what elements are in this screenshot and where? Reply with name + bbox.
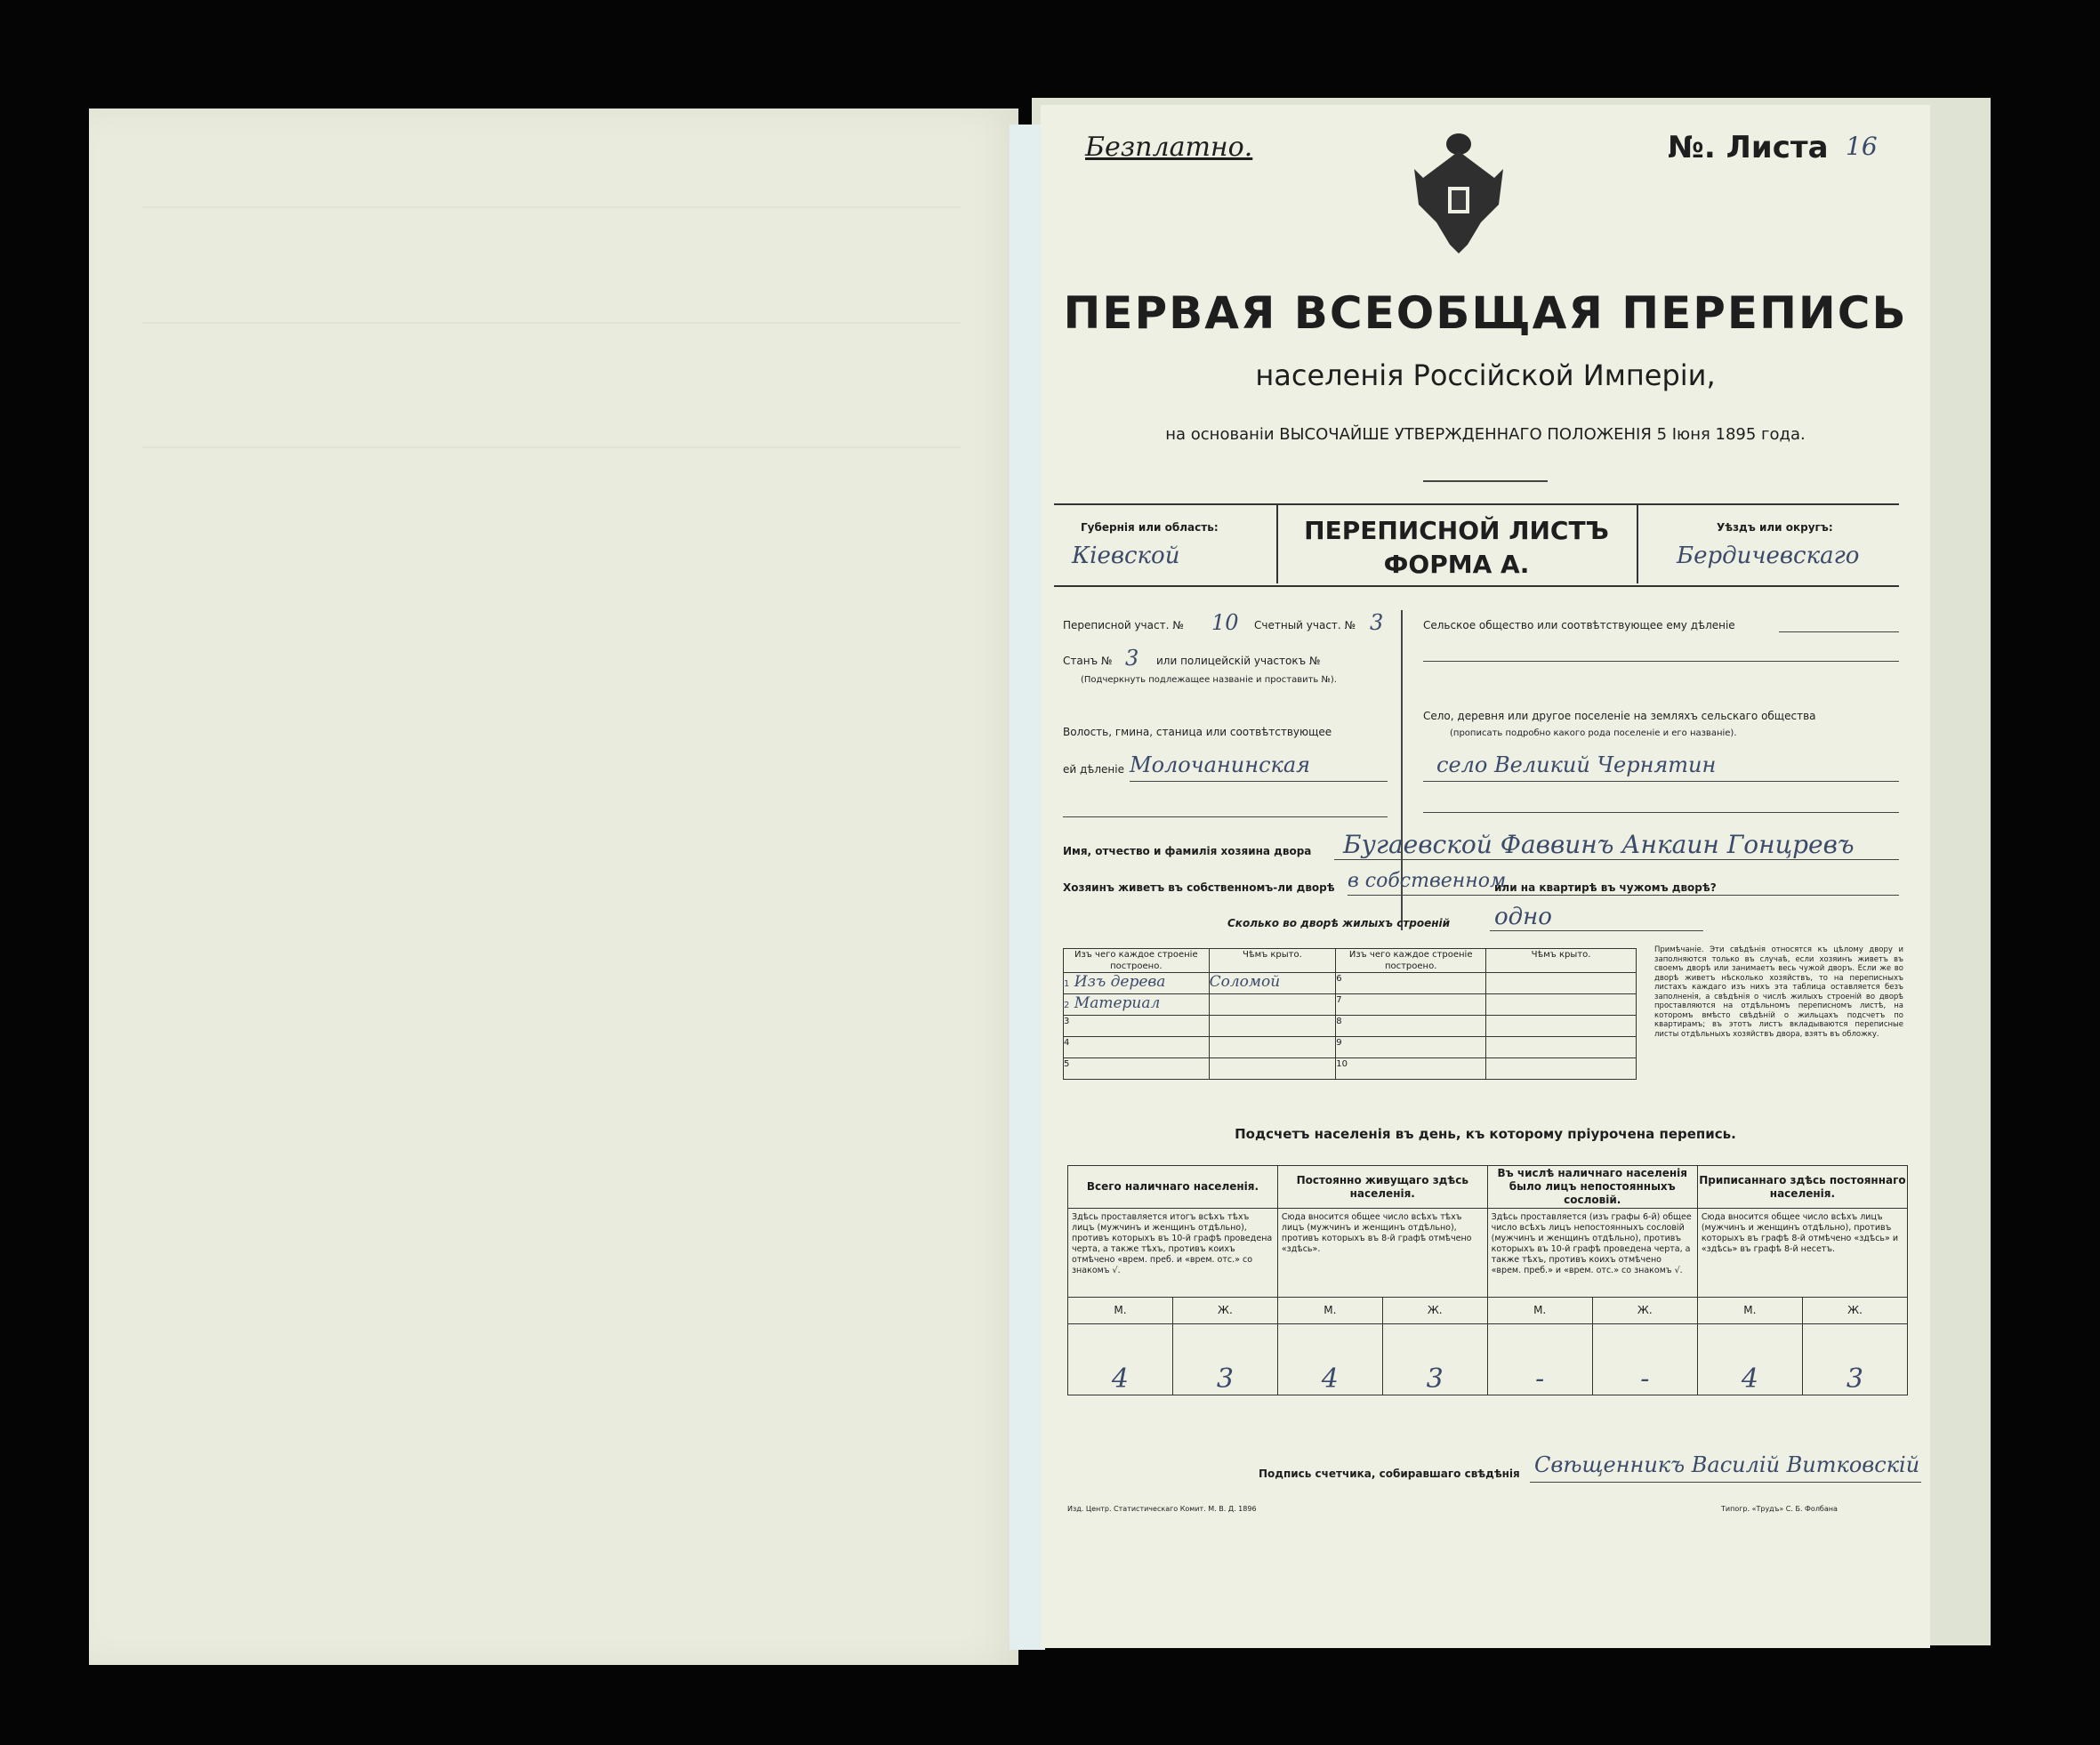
group-header: Постоянно живущаго здѣсь населенія. bbox=[1277, 1166, 1487, 1209]
female-column-label: Ж. bbox=[1592, 1298, 1697, 1324]
row-number: 10 bbox=[1336, 1058, 1486, 1080]
group-description: Сюда вносится общее число всѣхъ лицъ (мужчинъ и женщинъ отдѣльно), противъ которыхъ въ графѣ 8-й отмѣчено «здѣсь» и «здѣсь» въ графѣ 8-й несетъ. bbox=[1697, 1209, 1907, 1298]
sheet-title: ПЕРЕПИСНОЙ ЛИСТЪ bbox=[1304, 516, 1609, 545]
group-header: Въ числѣ наличнаго населенія было лицъ непостоянныхъ сословій. bbox=[1487, 1166, 1697, 1209]
underline bbox=[1423, 781, 1899, 782]
col-header-what: Изъ чего каждое строеніе построено. bbox=[1336, 949, 1486, 973]
stan-note: (Подчеркнуть подлежащее названіе и проставить №). bbox=[1081, 675, 1337, 685]
female-column-label: Ж. bbox=[1802, 1298, 1907, 1324]
building-material: Материал bbox=[1074, 994, 1161, 1012]
table-row bbox=[1068, 1324, 1908, 1395]
table-row bbox=[1064, 994, 1637, 1016]
owner-label: Имя, отчество и фамилія хозяина двора bbox=[1063, 845, 1312, 857]
sheet-number-value: 16 bbox=[1846, 132, 1878, 161]
table-row bbox=[1064, 973, 1637, 994]
form-label: ФОРМА А. bbox=[1383, 550, 1530, 579]
police-label: или полицейскій участокъ № bbox=[1156, 655, 1321, 667]
signature-value: Свѣщенникъ Василій Витковскій bbox=[1534, 1452, 1920, 1477]
society-label: Сельское общество или соотвѣтствующее ему дѣленіе bbox=[1423, 619, 1735, 631]
male-count: 4 bbox=[1277, 1324, 1382, 1395]
underline bbox=[1063, 816, 1388, 817]
col-header-roof: Чѣмъ крыто. bbox=[1209, 949, 1336, 973]
building-roof bbox=[1209, 994, 1336, 1016]
male-column-label: М. bbox=[1697, 1298, 1802, 1324]
group-description: Сюда вносится общее число всѣхъ тѣхъ лицъ (мужчинъ и женщинъ отдѣльно), противъ которыхъ въ 8-й графѣ отмѣчено «здѣсь». bbox=[1277, 1209, 1487, 1298]
table-row bbox=[1064, 1037, 1637, 1058]
province-value: Кіевской bbox=[1072, 543, 1180, 569]
imperial-eagle-icon bbox=[1396, 125, 1521, 258]
row-number: 7 bbox=[1336, 994, 1486, 1016]
bleed-through-line bbox=[142, 322, 961, 324]
group-header: Приписаннаго здѣсь постояннаго населенія. bbox=[1697, 1166, 1907, 1209]
building-roof: Соломой bbox=[1209, 973, 1336, 994]
male-column-label: М. bbox=[1277, 1298, 1382, 1324]
underline bbox=[1348, 895, 1899, 896]
buildings-note: Примѣчаніе. Эти свѣдѣнія относятся къ цѣлому двору и заполняются только въ случаѣ, если хозяинъ живетъ въ своемъ дворѣ или занимаетъ весь чужой дворъ. Если же во дворѣ живетъ нѣсколько хозяйствъ, то на переписныхъ листахъ каждаго изъ нихъ эта таблица оставляется безъ заполненія, а свѣдѣнія о числѣ жилыхъ строеній во дворѣ проставляются на отдѣльномъ переписномъ листѣ, на которомъ вмѣсто свѣдѣній о жильцахъ подсчетъ пo квартирамъ; въ этотъ листъ вкладываются переписные листы отдѣльныхъ хозяйствъ двора, взятъ въ обложку. bbox=[1654, 945, 1903, 1039]
col-header-what: Изъ чего каждое строеніе построено. bbox=[1064, 949, 1210, 973]
sheet-number-label: №. Листа bbox=[1668, 130, 1829, 165]
underline bbox=[1423, 661, 1899, 662]
census-area-value: 10 bbox=[1211, 610, 1239, 635]
lives-value: в собственном bbox=[1348, 870, 1507, 892]
footer-right: Типогр. «Трудъ» С. Б. Фолбана bbox=[1721, 1505, 1838, 1513]
row-number: 4 bbox=[1064, 1037, 1210, 1058]
col-header-roof: Чѣмъ крыто. bbox=[1486, 949, 1637, 973]
female-count: 3 bbox=[1382, 1324, 1487, 1395]
census-form-page bbox=[1041, 105, 1930, 1648]
signature-label: Подпись счетчика, собиравшаго свѣдѣнія bbox=[1259, 1468, 1520, 1480]
district-value: Бердичевскаго bbox=[1677, 543, 1860, 569]
row-number: 3 bbox=[1064, 1016, 1210, 1037]
district-label: Уѣздъ или округъ: bbox=[1717, 521, 1833, 534]
underline bbox=[1334, 859, 1899, 860]
village-value: село Великий Чернятин bbox=[1436, 752, 1717, 777]
buildings-value: одно bbox=[1494, 904, 1552, 930]
census-area-label: Переписной участ. № bbox=[1063, 619, 1184, 631]
male-column-label: М. bbox=[1487, 1298, 1592, 1324]
female-column-label: Ж. bbox=[1172, 1298, 1277, 1324]
main-title: ПЕРВАЯ ВСЕОБЩАЯ ПЕРЕПИСЬ bbox=[1063, 287, 1908, 339]
counting-area-label: Счетный участ. № bbox=[1254, 619, 1356, 631]
male-count: 4 bbox=[1068, 1324, 1173, 1395]
row-number: 9 bbox=[1336, 1037, 1486, 1058]
village-label: Село, деревня или другое поселеніе на земляхъ сельскаго общества bbox=[1423, 710, 1816, 722]
underline bbox=[1530, 1482, 1921, 1483]
underline bbox=[1130, 781, 1388, 782]
group-description: Здѣсь проставляется итогъ всѣхъ тѣхъ лицъ (мужчинъ и женщинъ отдѣльно), противъ которыхъ въ 10-й графѣ проведена черта, а также тѣхъ, противъ коихъ отмѣчено «врем. преб. и «врем. отс.» со знакомъ √. bbox=[1068, 1209, 1278, 1298]
volost-value: Молочанинская bbox=[1130, 752, 1311, 777]
basis-line: на основаніи ВЫСОЧАЙШЕ УТВЕРЖДЕННАГО ПОЛОЖЕНІЯ 5 Іюня 1895 года. bbox=[1165, 425, 1806, 444]
male-count: 4 bbox=[1697, 1324, 1802, 1395]
row-number: 8 bbox=[1336, 1016, 1486, 1037]
bleed-through-line bbox=[142, 206, 961, 208]
table-row bbox=[1064, 1058, 1637, 1080]
book-spine bbox=[1010, 125, 1045, 1650]
table-row bbox=[1064, 1016, 1637, 1037]
underline bbox=[1423, 812, 1899, 813]
female-column-label: Ж. bbox=[1382, 1298, 1487, 1324]
row-number: 1 bbox=[1064, 979, 1070, 989]
left-page bbox=[89, 109, 1018, 1665]
population-count-table bbox=[1067, 1165, 1908, 1395]
subtitle: населенія Россійской Имперіи, bbox=[1255, 358, 1716, 392]
footer-left: Изд. Центр. Статистическаго Комит. М. В. Д. 1896 bbox=[1067, 1505, 1257, 1513]
group-description: Здѣсь проставляется (изъ графы 6-й) общее число всѣхъ лицъ непостоянныхъ сословій (мужчинъ и женщинъ отдѣльно), противъ которыхъ въ 10-й графѣ проведена черта, а также тѣхъ, противъ коихъ отмѣчено «врем. преб.» и «врем. отс.» со знакомъ √. bbox=[1487, 1209, 1697, 1298]
ornament-divider bbox=[1423, 480, 1548, 482]
female-count: 3 bbox=[1802, 1324, 1907, 1395]
female-count: - bbox=[1592, 1324, 1697, 1395]
free-label: Безплатно. bbox=[1085, 132, 1253, 163]
divider bbox=[1637, 503, 1638, 583]
group-header: Всего наличнаго населенія. bbox=[1068, 1166, 1278, 1209]
counting-area-value: 3 bbox=[1370, 610, 1384, 635]
village-note: (прописать подробно какого рода поселеніе и его названіе). bbox=[1450, 728, 1737, 738]
volost-label-1: Волость, гмина, станица или соотвѣтствующее bbox=[1063, 726, 1332, 738]
underline bbox=[1490, 930, 1703, 931]
bleed-through-line bbox=[142, 446, 961, 448]
buildings-table bbox=[1063, 948, 1637, 1080]
row-number: 5 bbox=[1064, 1058, 1210, 1080]
stan-label: Станъ № bbox=[1063, 655, 1113, 667]
volost-label-2: ей дѣленіе bbox=[1063, 763, 1124, 776]
owner-value: Бугаевской Фаввинъ Анкаин Гонцревъ bbox=[1343, 830, 1855, 859]
buildings-label: Сколько во дворѣ жилыхъ строеній bbox=[1227, 917, 1451, 929]
lives-label-1: Хозяинъ живетъ въ собственномъ-ли дворѣ bbox=[1063, 881, 1335, 894]
province-label: Губернія или область: bbox=[1081, 521, 1219, 534]
row-number: 2 bbox=[1064, 1001, 1070, 1010]
stan-value: 3 bbox=[1125, 646, 1139, 671]
count-title: Подсчетъ населенія въ день, къ которому пріурочена перепись. bbox=[1235, 1126, 1736, 1142]
building-material: Изъ дерева bbox=[1074, 973, 1166, 991]
male-count: - bbox=[1487, 1324, 1592, 1395]
underline bbox=[1779, 631, 1899, 632]
lives-label-2: или на квартирѣ въ чужомъ дворѣ? bbox=[1494, 881, 1717, 894]
male-column-label: М. bbox=[1068, 1298, 1173, 1324]
female-count: 3 bbox=[1172, 1324, 1277, 1395]
row-number: 6 bbox=[1336, 973, 1486, 994]
